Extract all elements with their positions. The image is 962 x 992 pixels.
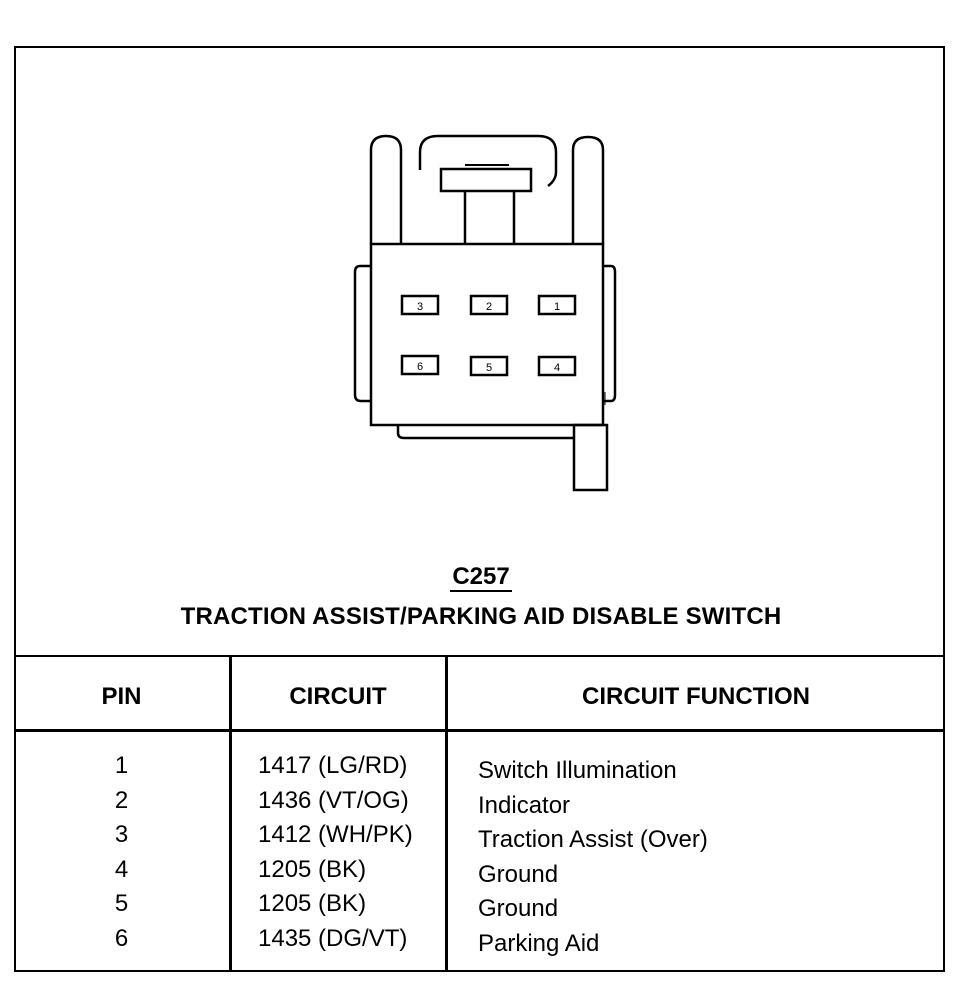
header-pin: PIN (101, 683, 142, 710)
connector-id (0, 563, 962, 591)
cell-function: Traction Assist (Over) (478, 826, 708, 853)
cell-function: Ground (478, 895, 559, 922)
pin-column (14, 749, 229, 956)
cell-circuit: 1435 (DG/VT) (258, 924, 408, 952)
bottom-lip (398, 425, 574, 438)
cell-circuit: 1436 (VT/OG) (258, 786, 409, 814)
cell-function: Ground (478, 860, 559, 888)
header-circuit: CIRCUIT (289, 683, 387, 710)
cell-function: Parking Aid (478, 929, 600, 957)
right-latch (573, 137, 603, 244)
wire-tail (574, 425, 607, 490)
pin-label: 2 (485, 301, 493, 313)
pin-label: 1 (553, 301, 561, 313)
cell-pin: 2 (114, 786, 129, 814)
circuit-column (258, 749, 413, 956)
left-latch (371, 136, 401, 244)
pin-label: 3 (416, 301, 424, 313)
cell-circuit: 1205 (BK) (258, 855, 367, 883)
pin-label: 6 (416, 361, 424, 373)
cell-pin: 6 (114, 924, 129, 952)
cell-circuit: 1205 (BK) (258, 890, 367, 917)
cell-pin: 5 (114, 890, 129, 917)
left-rib (355, 266, 371, 401)
pin-label: 5 (485, 362, 493, 374)
pin-label: 4 (553, 362, 561, 374)
cell-circuit: 1412 (WH/PK) (258, 821, 413, 848)
cell-function: Switch Illumination (478, 757, 677, 784)
tab-stem (465, 191, 514, 244)
function-column (478, 754, 708, 961)
header-divider (14, 729, 945, 732)
right-rib (603, 266, 615, 401)
connector-id-text: C257 (452, 563, 510, 590)
release-tab (441, 169, 531, 191)
cell-circuit: 1417 (LG/RD) (258, 752, 408, 779)
cell-pin: 3 (114, 821, 129, 848)
cell-function: Indicator (478, 791, 571, 819)
connector-body (371, 244, 603, 425)
header-circuit-function: CIRCUIT FUNCTION (582, 683, 810, 710)
cell-pin: 4 (114, 855, 129, 883)
pin-table (14, 655, 945, 972)
cell-pin: 1 (114, 752, 129, 779)
connector-name: TRACTION ASSIST/PARKING AID DISABLE SWITCH (180, 603, 782, 630)
